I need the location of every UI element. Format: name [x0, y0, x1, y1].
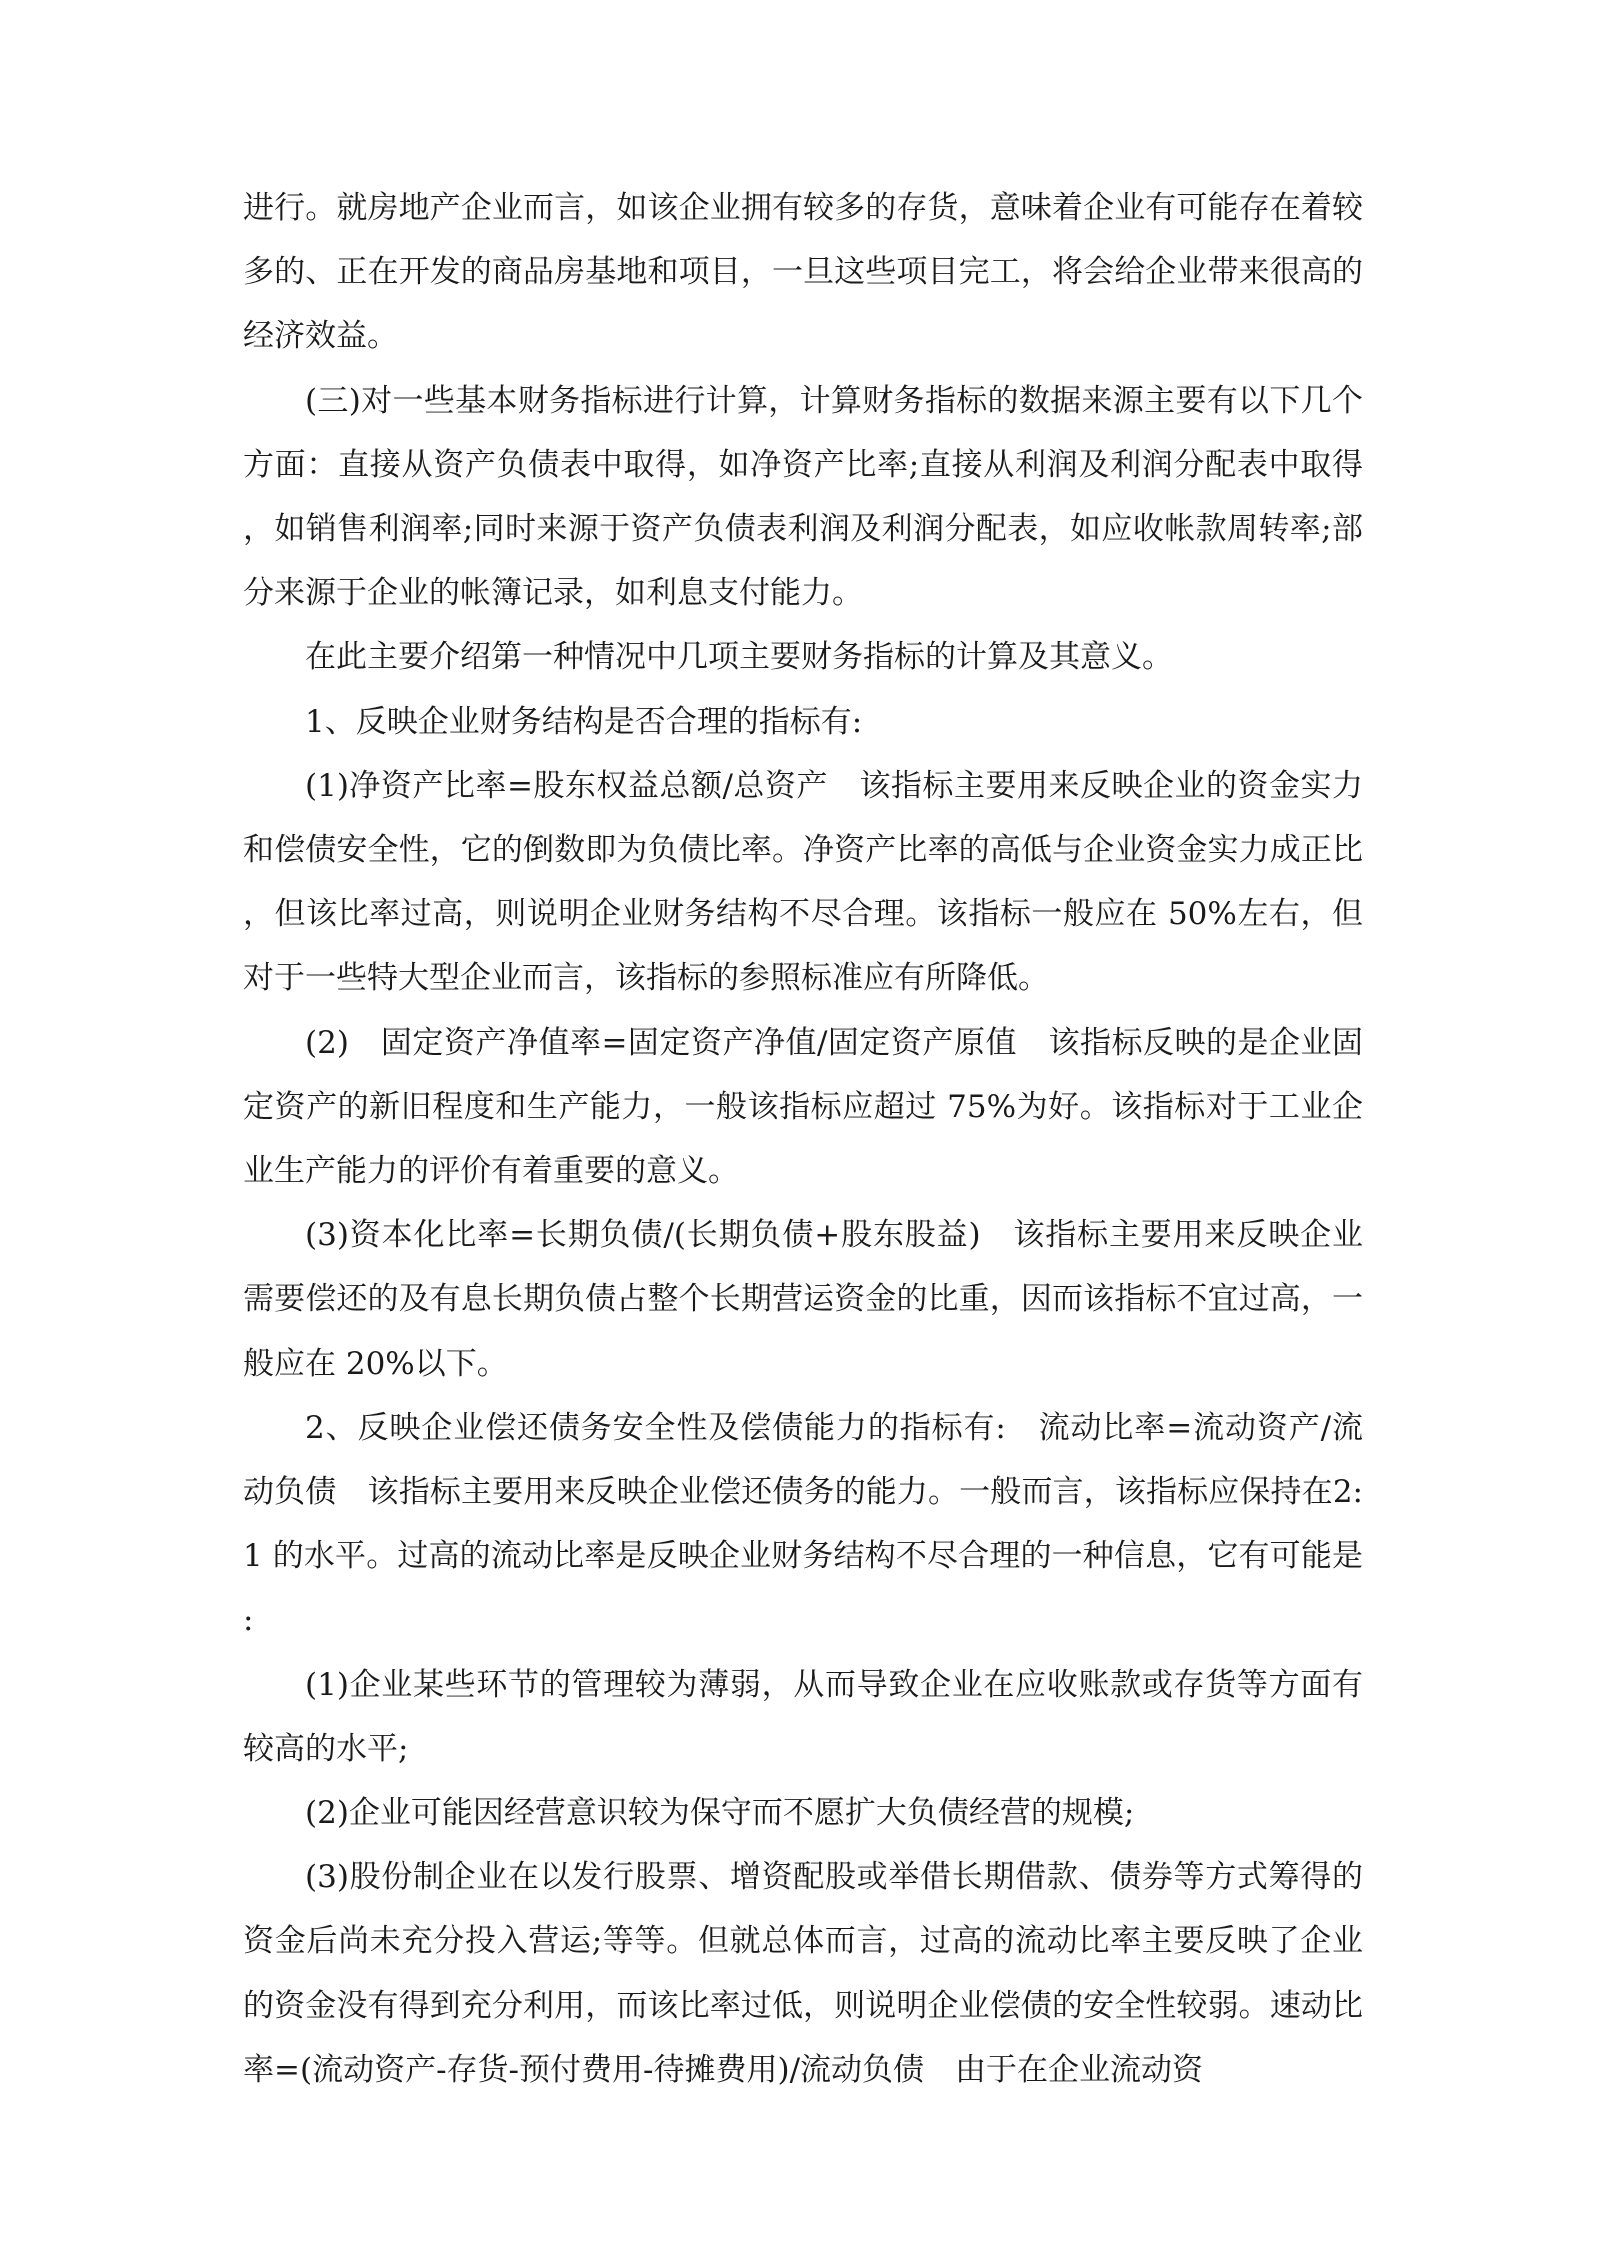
paragraph-current-ratio: 2、反映企业偿还债务安全性及偿债能力的指标有: 流动比率=流动资产/流动负债 该指标主要用来反映企业偿还债务的能力。一般而言，该指标应保持在2:1 的水平。过高的流动比率是反映企业财务结构不尽合理的一种信息，它有可能是: [243, 1409, 1363, 1639]
paragraph-fixed-asset-net-value-ratio: (2) 固定资产净值率=固定资产净值/固定资产原值 该指标反映的是企业固定资产的新旧程度和生产能力，一般该指标应超过 75%为好。该指标对于工业企业生产能力的评价有着重要的意义。 [243, 1024, 1363, 1190]
paragraph-introduction: 在此主要介绍第一种情况中几项主要财务指标的计算及其意义。 [305, 639, 1173, 676]
paragraph-capitalization-ratio: (3)资本化比率=长期负债/(长期负债+股东股益) 该指标主要用来反映企业需要偿还的及有息长期负债占整个长期营运资金的比重，因而该指标不宜过高，一般应在 20%以下。 [243, 1217, 1363, 1382]
paragraph-real-estate-inventory: 进行。就房地产企业而言，如该企业拥有较多的存货，意味着企业有可能存在着较多的、正在开发的商品房基地和项目，一旦这些项目完工，将会给企业带来很高的经济效益。 [243, 190, 1363, 355]
paragraph-net-asset-ratio: (1)净资产比率=股东权益总额/总资产 该指标主要用来反映企业的资金实力和偿债安全性，它的倒数即为负债比率。净资产比率的高低与企业资金实力成正比，但该比率过高，则说明企业财务结构不尽合理。该指标一般应在 50%左右，但对于一些特大型企业而言，该指标的参照标准应有所降低。 [243, 767, 1363, 997]
list-item-uninvested-capital: (3)股份制企业在以发行股票、增资配股或举借长期借款、债券等方式筹得的资金后尚未充分投入营运;等等。但就总体而言，过高的流动比率主要反映了企业的资金没有得到充分利用，而该比率过低，则说明企业偿债的安全性较弱。速动比率=(流动资产-存货-预付费用-待摊费用)/流动负债 由于在企业流动资 [243, 1859, 1363, 2088]
document-body [243, 176, 1363, 2102]
heading-financial-structure-indicators: 1、反映企业财务结构是否合理的指标有: [305, 703, 863, 740]
list-item-weak-management: (1)企业某些环节的管理较为薄弱，从而导致企业在应收账款或存货等方面有较高的水平; [243, 1666, 1363, 1767]
paragraph-indicator-data-sources: (三)对一些基本财务指标进行计算，计算财务指标的数据来源主要有以下几个方面：直接从资产负债表中取得，如净资产比率;直接从利润及利润分配表中取得，如销售利润率;同时来源于资产负债表利润及利润分配表，如应收帐款周转率;部分来源于企业的帐簿记录，如利息支付能力。 [243, 382, 1363, 612]
list-item-conservative-operation: (2)企业可能因经营意识较为保守而不愿扩大负债经营的规模; [305, 1795, 1135, 1832]
